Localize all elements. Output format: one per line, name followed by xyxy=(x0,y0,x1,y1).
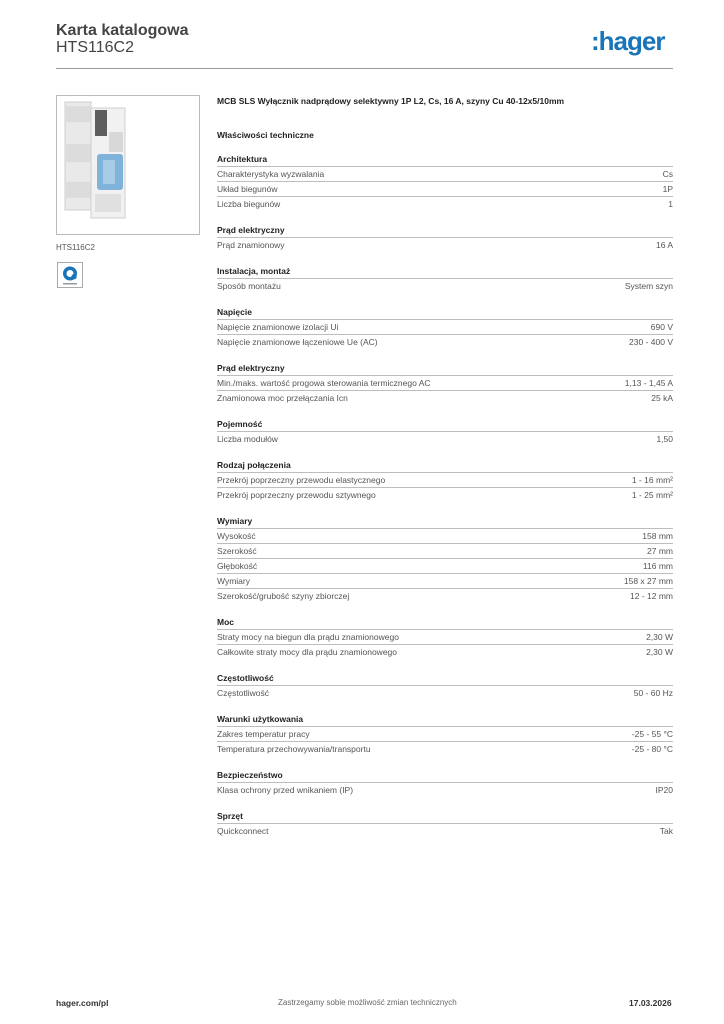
spec-section xyxy=(217,458,673,502)
spec-section-title: Wymiary xyxy=(217,516,253,526)
spec-value: -25 - 55 °C xyxy=(631,729,673,739)
spec-row xyxy=(217,726,673,741)
spec-section-title: Moc xyxy=(217,617,234,627)
spec-value: 158 mm xyxy=(642,531,673,541)
spec-row xyxy=(217,558,673,573)
circuit-breaker-icon xyxy=(57,96,199,234)
spec-value: 1 - 16 mm² xyxy=(631,475,673,485)
spec-row xyxy=(217,181,673,196)
spec-section xyxy=(217,223,673,252)
spec-row xyxy=(217,278,673,293)
spec-value: 116 mm xyxy=(642,561,673,571)
spec-label: Częstotliwość xyxy=(217,688,269,698)
spec-section xyxy=(217,768,673,797)
spec-row xyxy=(217,644,673,659)
spec-value: 1,50 xyxy=(656,434,673,444)
spec-section xyxy=(217,361,673,405)
quickconnect-badge-icon xyxy=(57,262,83,288)
spec-value: 16 A xyxy=(655,240,673,250)
product-image xyxy=(56,95,200,235)
header-divider xyxy=(56,68,673,69)
spec-section xyxy=(217,671,673,700)
spec-value: 1P xyxy=(662,184,673,194)
spec-label: Zakres temperatur pracy xyxy=(217,729,310,739)
spec-section-title: Bezpieczeństwo xyxy=(217,770,283,780)
spec-value: 158 x 27 mm xyxy=(623,576,673,586)
spec-row xyxy=(217,782,673,797)
spec-row xyxy=(217,588,673,603)
footer-date: 17.03.2026 xyxy=(629,998,672,1008)
spec-section-title: Rodzaj połączenia xyxy=(217,460,291,470)
spec-row xyxy=(217,166,673,181)
spec-label: Napięcie znamionowe łączeniowe Ue (AC) xyxy=(217,337,378,347)
spec-label: Przekrój poprzeczny przewodu elastycznego xyxy=(217,475,386,485)
spec-section xyxy=(217,514,673,603)
spec-label: Przekrój poprzeczny przewodu sztywnego xyxy=(217,490,376,500)
spec-label: Szerokość/grubość szyny zbiorczej xyxy=(217,591,350,601)
spec-row xyxy=(217,319,673,334)
spec-section-title: Pojemność xyxy=(217,419,263,429)
spec-row xyxy=(217,629,673,644)
document-title: Karta katalogowa xyxy=(56,22,189,39)
footer-website[interactable]: hager.com/pl xyxy=(56,998,109,1008)
spec-value: IP20 xyxy=(655,785,673,795)
spec-value: 12 - 12 mm xyxy=(630,591,673,601)
spec-label: Całkowite straty mocy dla prądu znamionowego xyxy=(217,647,398,657)
spec-row xyxy=(217,334,673,349)
spec-row xyxy=(217,823,673,838)
spec-section xyxy=(217,712,673,756)
hager-logo xyxy=(591,26,675,58)
spec-section-title: Prąd elektryczny xyxy=(217,363,285,373)
spec-section-title: Częstotliwość xyxy=(217,673,274,683)
spec-label: Napięcie znamionowe izolacji Ui xyxy=(217,322,339,332)
spec-value: 2,30 W xyxy=(646,632,673,642)
product-code: HTS116C2 xyxy=(56,39,134,56)
spec-section-title: Architektura xyxy=(217,154,268,164)
spec-row xyxy=(217,390,673,405)
technical-properties-heading: Właściwości techniczne xyxy=(217,130,314,140)
spec-label: Głębokość xyxy=(217,561,258,571)
spec-label: Wymiary xyxy=(217,576,250,586)
spec-section xyxy=(217,305,673,349)
spec-label: Znamionowa moc przełączania Icn xyxy=(217,393,348,403)
spec-section xyxy=(217,264,673,293)
spec-row xyxy=(217,685,673,700)
spec-value: System szyn xyxy=(624,281,673,291)
spec-row xyxy=(217,196,673,211)
spec-value: 27 mm xyxy=(647,546,673,556)
spec-label: Temperatura przechowywania/transportu xyxy=(217,744,371,754)
spec-row xyxy=(217,543,673,558)
spec-label: Układ biegunów xyxy=(217,184,278,194)
spec-label: Straty mocy na biegun dla prądu znamionowego xyxy=(217,632,399,642)
spec-section-title: Instalacja, montaż xyxy=(217,266,291,276)
spec-row xyxy=(217,431,673,446)
spec-section xyxy=(217,417,673,446)
spec-value: 690 V xyxy=(650,322,673,332)
spec-value: 2,30 W xyxy=(646,647,673,657)
spec-label: Sposób montażu xyxy=(217,281,281,291)
spec-label: Klasa ochrony przed wnikaniem (IP) xyxy=(217,785,354,795)
spec-row xyxy=(217,237,673,252)
spec-label: Min./maks. wartość progowa sterowania termicznego AC xyxy=(217,378,431,388)
spec-value: 1 - 25 mm² xyxy=(631,490,673,500)
spec-row xyxy=(217,741,673,756)
spec-label: Liczba biegunów xyxy=(217,199,281,209)
spec-label: Charakterystyka wyzwalania xyxy=(217,169,325,179)
spec-section xyxy=(217,152,673,211)
spec-row xyxy=(217,573,673,588)
spec-label: Prąd znamionowy xyxy=(217,240,285,250)
spec-value: -25 - 80 °C xyxy=(631,744,673,754)
spec-value: 50 - 60 Hz xyxy=(633,688,673,698)
spec-label: Szerokość xyxy=(217,546,257,556)
spec-row xyxy=(217,472,673,487)
specifications-table xyxy=(217,152,673,850)
spec-section-title: Warunki użytkowania xyxy=(217,714,304,724)
spec-value: 1,13 - 1,45 A xyxy=(624,378,673,388)
spec-section-title: Napięcie xyxy=(217,307,252,317)
spec-value: 1 xyxy=(668,199,673,209)
logo-text: :hager xyxy=(591,26,665,56)
spec-value: Cs xyxy=(662,169,673,179)
spec-value: Tak xyxy=(659,826,673,836)
product-caption: HTS116C2 xyxy=(56,243,95,252)
spec-row xyxy=(217,487,673,502)
spec-section xyxy=(217,809,673,838)
spec-row xyxy=(217,528,673,543)
footer-disclaimer: Zastrzegamy sobie możliwość zmian technicznych xyxy=(278,998,457,1007)
spec-label: Quickconnect xyxy=(217,826,269,836)
spec-row xyxy=(217,375,673,390)
spec-value: 230 - 400 V xyxy=(629,337,673,347)
spec-value: 25 kA xyxy=(651,393,673,403)
spec-label: Wysokość xyxy=(217,531,256,541)
spec-section xyxy=(217,615,673,659)
spec-label: Liczba modułów xyxy=(217,434,278,444)
spec-section-title: Sprzęt xyxy=(217,811,243,821)
spec-section-title: Prąd elektryczny xyxy=(217,225,285,235)
product-description: MCB SLS Wyłącznik nadprądowy selektywny 1P L2, Cs, 16 A, szyny Cu 40-12x5/10mm xyxy=(217,96,565,106)
